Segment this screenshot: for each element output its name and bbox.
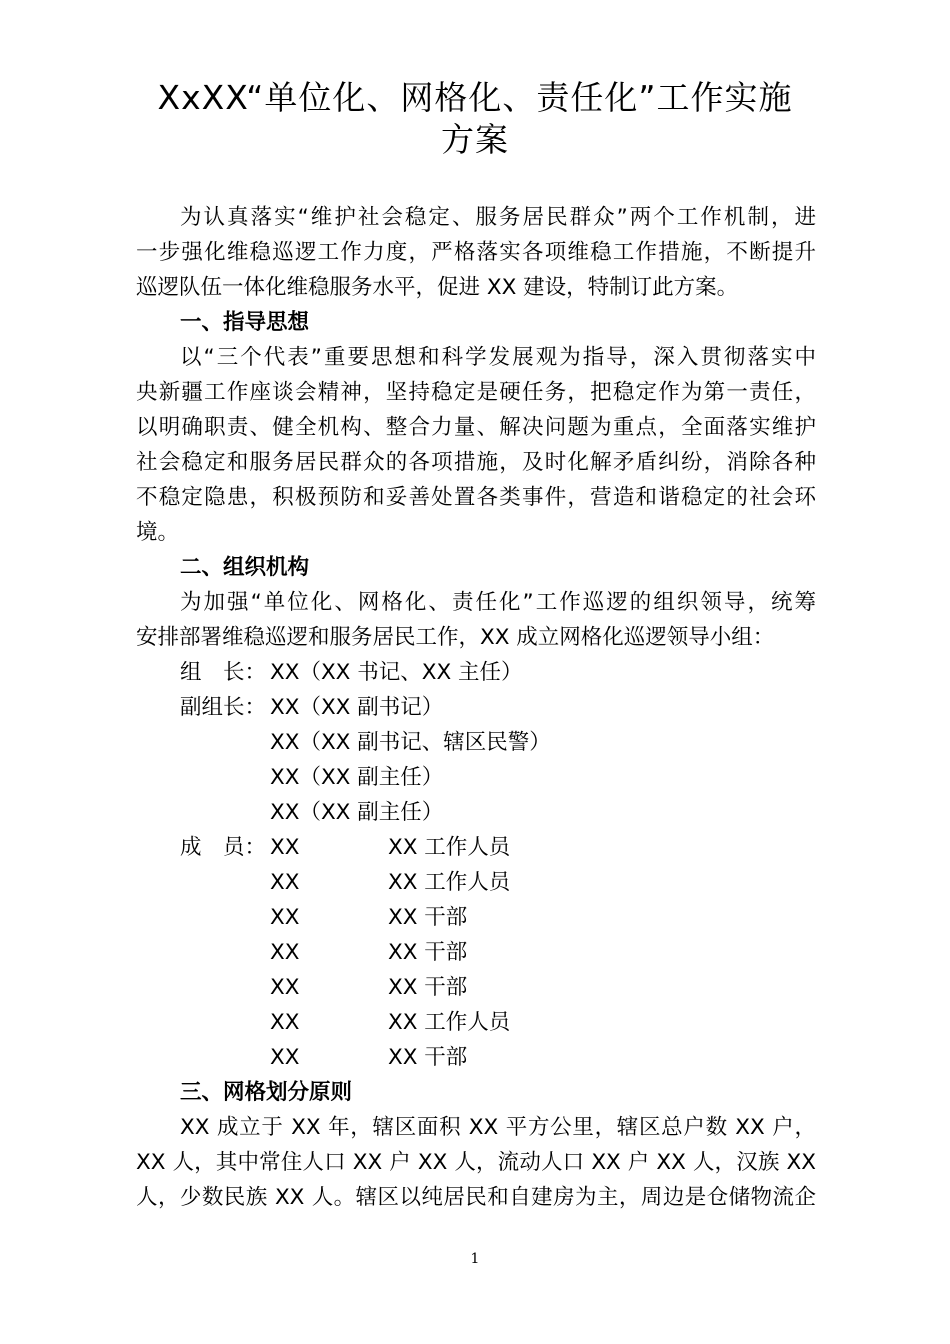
section-heading-guiding-ideology: 一、指导思想 bbox=[180, 310, 310, 335]
leader-label: 组 长： bbox=[180, 660, 267, 685]
section1-line-3: 以明确职责、健全机构、整合力量、解决问题为重点，全面落实维护 bbox=[136, 415, 816, 440]
member-name: XX bbox=[270, 835, 300, 860]
member-role: XX 干部 bbox=[388, 905, 468, 930]
section2-line-1: 为加强“单位化、网格化、责任化”工作巡逻的组织领导，统筹 bbox=[180, 590, 816, 615]
member-role: XX 工作人员 bbox=[388, 870, 511, 895]
section1-line-4: 社会稳定和服务居民群众的各项措施，及时化解矛盾纠纷，消除各种 bbox=[136, 450, 816, 475]
member-name: XX bbox=[270, 870, 300, 895]
section1-line-2: 央新疆工作座谈会精神，坚持稳定是硬任务，把稳定作为第一责任， bbox=[136, 380, 816, 405]
deputy-value-2: XX（XX 副书记、辖区民警） bbox=[270, 730, 551, 755]
member-name: XX bbox=[270, 1010, 300, 1035]
section1-line-6: 境。 bbox=[136, 520, 180, 545]
member-name: XX bbox=[270, 940, 300, 965]
leader-value: XX（XX 书记、XX 主任） bbox=[270, 660, 523, 685]
section3-line-2: XX 人，其中常住人口 XX 户 XX 人，流动人口 XX 户 XX 人，汉族 XX bbox=[136, 1150, 816, 1175]
section-heading-grid-principles: 三、网格划分原则 bbox=[180, 1080, 353, 1105]
section3-line-1: XX 成立于 XX 年，辖区面积 XX 平方公里，辖区总户数 XX 户， bbox=[180, 1115, 816, 1140]
member-name: XX bbox=[270, 905, 300, 930]
section1-line-1: 以“三个代表”重要思想和科学发展观为指导，深入贯彻落实中 bbox=[180, 345, 816, 370]
intro-line-3: 巡逻队伍一体化维稳服务水平，促进 XX 建设，特制订此方案。 bbox=[136, 275, 739, 300]
member-role: XX 干部 bbox=[388, 975, 468, 1000]
page-number: 1 bbox=[470, 1251, 480, 1267]
document-title-line-1: XxXX“单位化、网格化、责任化”工作实施 bbox=[157, 78, 793, 117]
members-label: 成 员： bbox=[180, 835, 267, 860]
section3-line-3: 人，少数民族 XX 人。辖区以纯居民和自建房为主，周边是仓储物流企 bbox=[136, 1185, 816, 1210]
member-role: XX 工作人员 bbox=[388, 835, 511, 860]
member-role: XX 工作人员 bbox=[388, 1010, 511, 1035]
member-role: XX 干部 bbox=[388, 940, 468, 965]
document-title-line-2: 方案 bbox=[441, 120, 509, 159]
section2-line-2: 安排部署维稳巡逻和服务居民工作，XX 成立网格化巡逻领导小组： bbox=[136, 625, 775, 650]
member-name: XX bbox=[270, 1045, 300, 1070]
deputy-value-4: XX（XX 副主任） bbox=[270, 800, 444, 825]
member-role: XX 干部 bbox=[388, 1045, 468, 1070]
deputy-value-3: XX（XX 副主任） bbox=[270, 765, 444, 790]
intro-line-2: 一步强化维稳巡逻工作力度，严格落实各项维稳工作措施，不断提升 bbox=[136, 240, 816, 265]
member-name: XX bbox=[270, 975, 300, 1000]
section1-line-5: 不稳定隐患，积极预防和妥善处置各类事件，营造和谐稳定的社会环 bbox=[136, 485, 816, 510]
deputy-label: 副组长： bbox=[180, 695, 267, 720]
intro-line-1: 为认真落实“维护社会稳定、服务居民群众”两个工作机制，进 bbox=[180, 205, 816, 230]
section-heading-organization: 二、组织机构 bbox=[180, 555, 310, 580]
deputy-value-1: XX（XX 副书记） bbox=[270, 695, 444, 720]
